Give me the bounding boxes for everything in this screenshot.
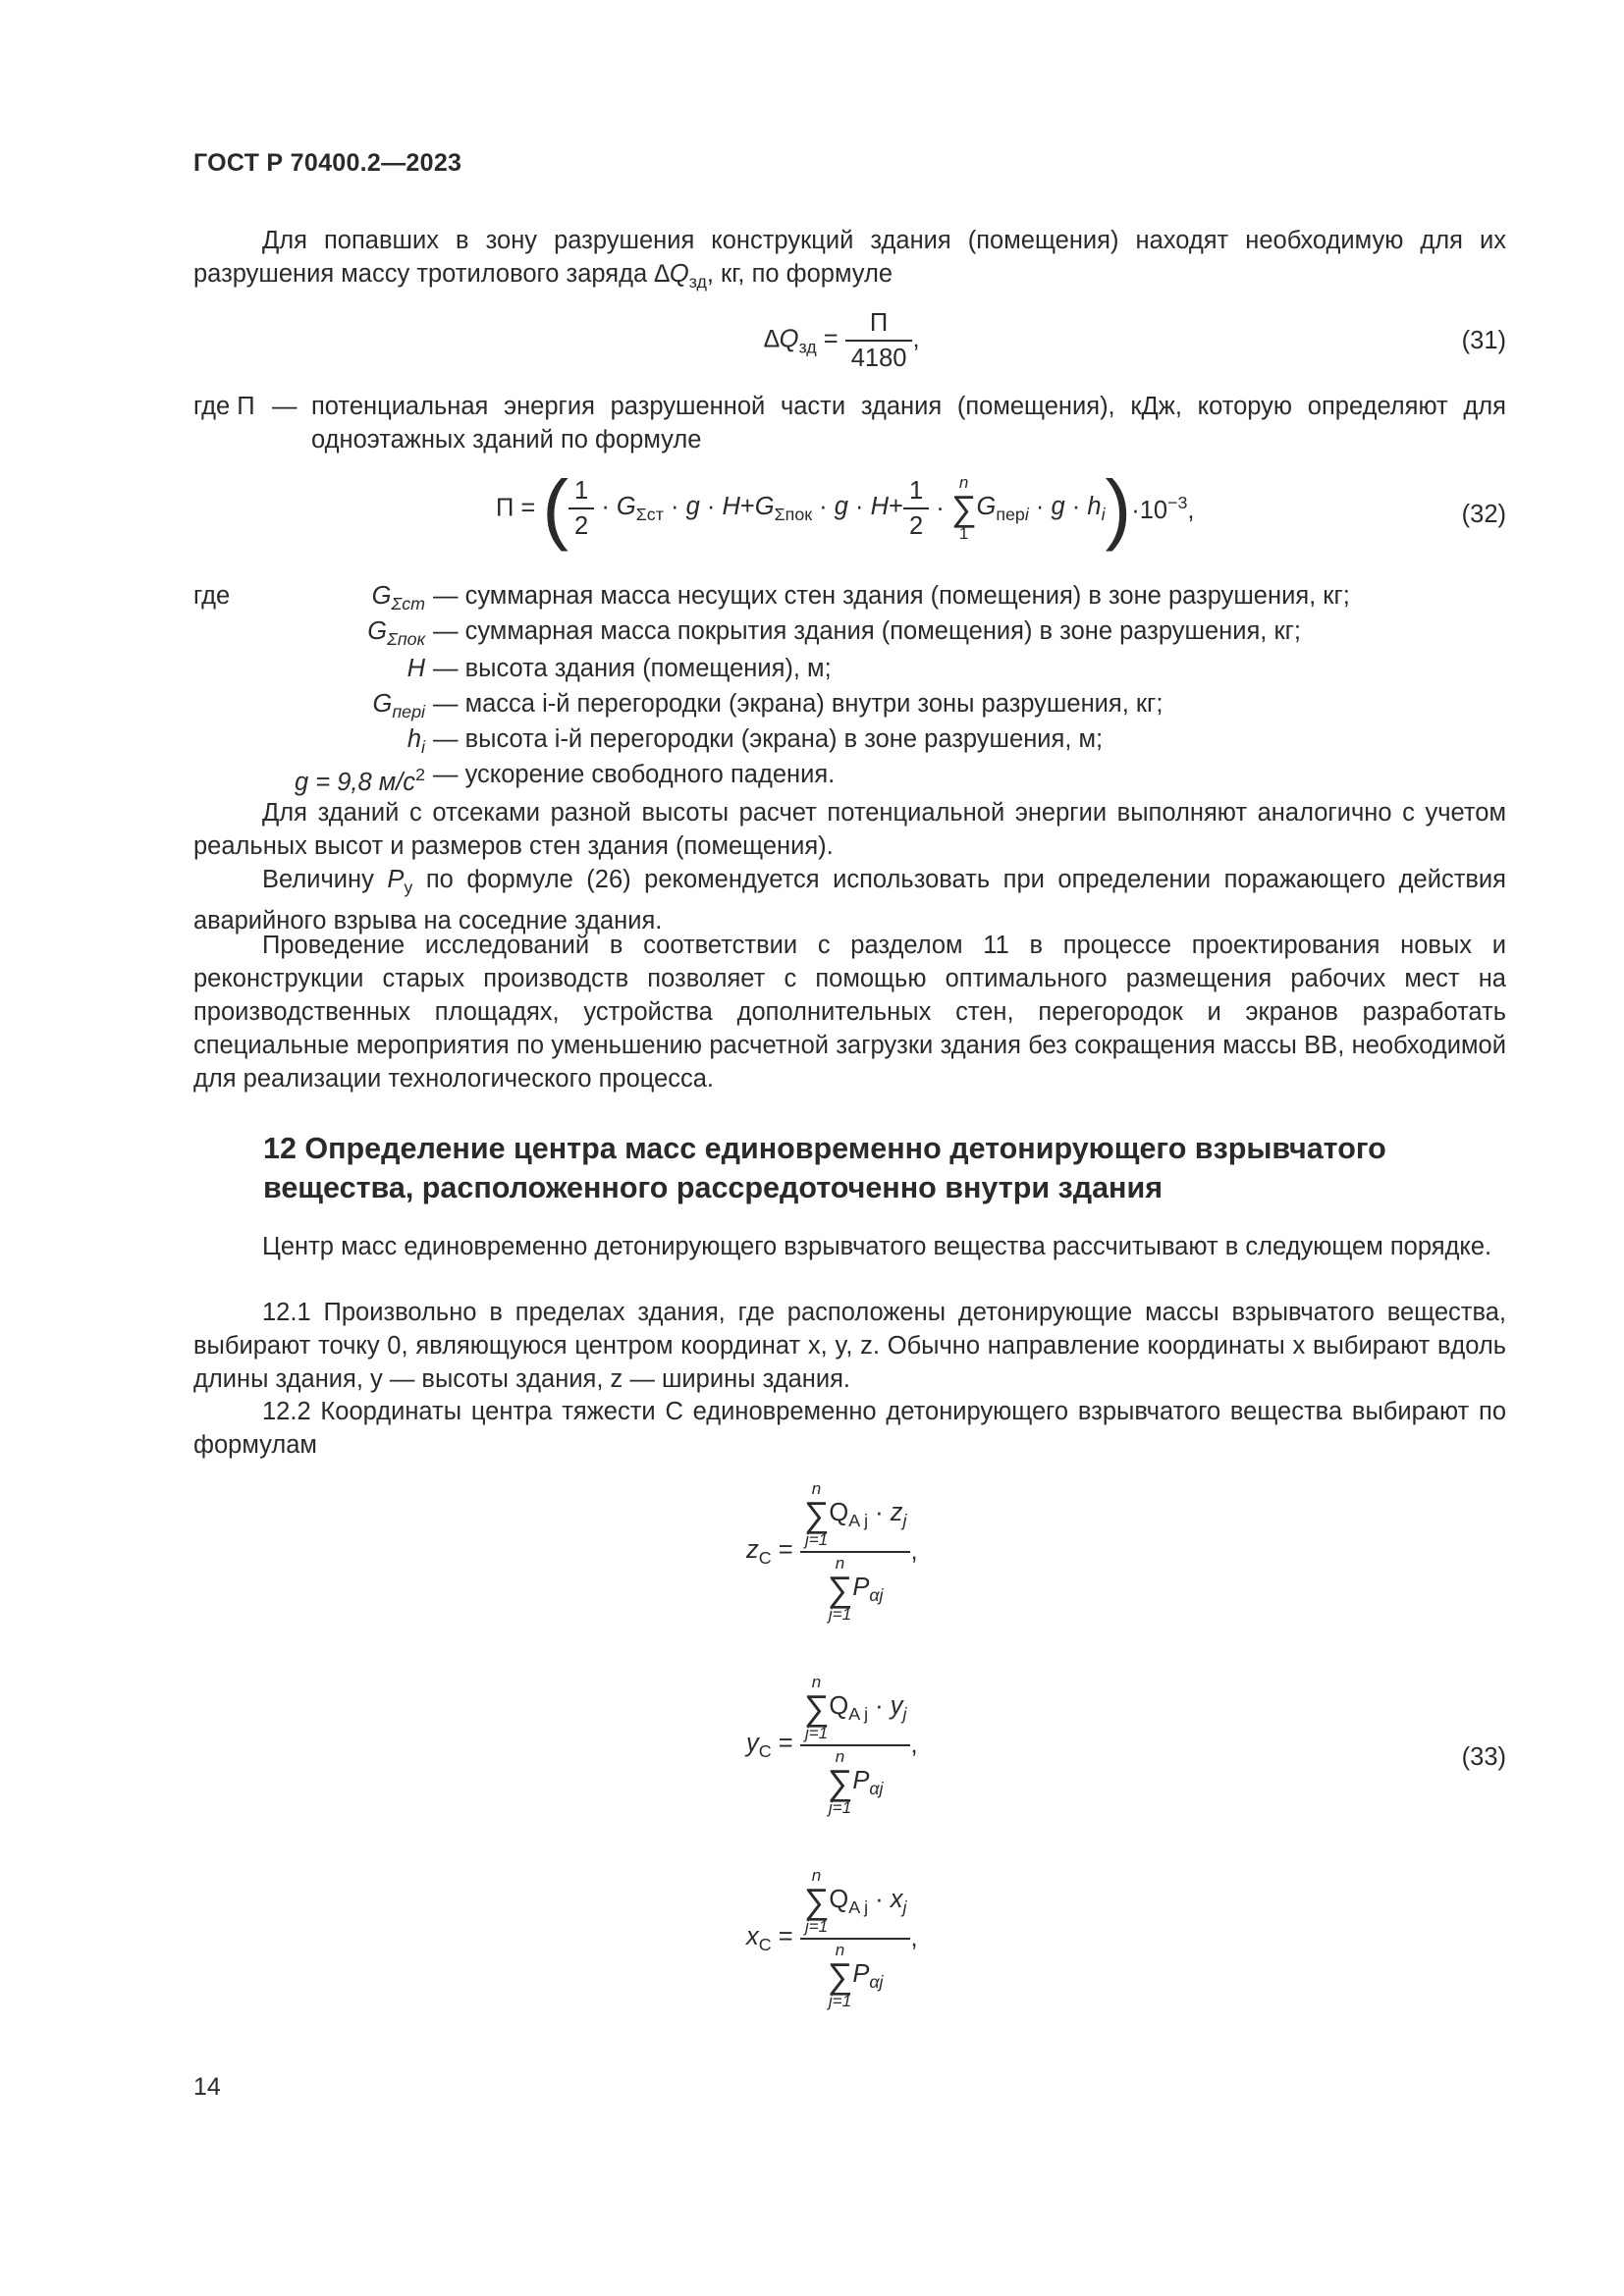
definition-symbol: $h_i$	[406, 725, 425, 757]
definition-symbol: $G_{\Sigma пок}$	[367, 617, 425, 649]
definition-text: — суммарная масса покрытия здания (помещения) в зоне разрушения, кг;	[433, 617, 1301, 645]
section-paragraph-1: Центр масс единовременно детонирующего взрывчатого вещества рассчитывают в следующем порядке.	[262, 1233, 1492, 1260]
fraction: n ∑ $j=1Q_{A j} \cdot z_j$ n ∑ $j=1P_{\alpha j}$	[800, 1480, 911, 1624]
fraction: n ∑ $j=1Q_{A j} \cdot y_j$ n ∑ $j=1P_{\alpha j}$	[800, 1674, 911, 1817]
where-definition-P: где П — потенциальная энергия разрушенной части здания (помещения), кДж, которую определяют для одноэтажных зданий по формуле	[193, 393, 1506, 454]
equation-number-32: (32)	[1461, 501, 1506, 528]
definition-text: — суммарная масса несущих стен здания (помещения) в зоне разрушения, кг;	[433, 582, 1350, 610]
paragraph-heights: Для зданий с отсеками разной высоты расчет потенциальной энергии выполняют аналогично с учетом реальных высот и размеров стен здания (помещения).	[193, 799, 1506, 860]
where-label: где	[193, 582, 231, 610]
paragraph-py: Величину $P_у$ по формуле (26) рекомендуется использовать при определении поражающего действия аварийного взрыва на соседние здания.	[193, 866, 1506, 934]
fraction: n ∑ $j=1Q_{A j} \cdot x_j$ n ∑ $j=1P_{\alpha j}$	[800, 1867, 911, 2010]
intro-paragraph: Для попавших в зону разрушения конструкций здания (помещения) находят необходимую для их разрушения массу тротилового заряда $\Delta Q_{зд}$, кг, по формуле	[193, 227, 1506, 292]
equation-31: $\Delta Q_{зд}$ = $\frac{П}{4180}$ ,	[764, 306, 920, 375]
document-header: ГОСТ Р 70400.2—2023	[193, 149, 462, 177]
equation-33-row: $x_C$ = n ∑ $j=1Q_{A j} \cdot x_j$ n ∑ $j=1P_{\alpha j}$ ,	[746, 1866, 918, 2010]
equation-33-row: $z_C$ = n ∑ $j=1Q_{A j} \cdot z_j$ n ∑ $j=1P_{\alpha j}$ ,	[746, 1479, 918, 1624]
equation-32: П = ( $\frac{1}{2}$ · $G_{\Sigma ст} \cdot g \cdot H+G_{\Sigma пок} \cdot g \cdot H+$ $\frac{1}{2}$ · n ∑ $1G_{перi} \cdot g \cdot h_i)\cdot 10^{-3}$,	[496, 464, 1195, 552]
paragraph-research: Проведение исследований в соответствии с разделом 11 в процессе проектирования новых и реконструкции старых производств позволяет с помощью оптимального размещения рабочих мест на производственных площадях, устройства дополнительных стен, перегородок и экранов разработать специальные мероприятия по уменьшению расчетной загрузки здания без сокращения массы ВВ, необходимой для реализации технологического процесса.	[193, 932, 1506, 1093]
left-paren: (	[542, 464, 569, 552]
fraction: $\frac{П}{4180}$	[845, 306, 913, 375]
definition-text: — высота здания (помещения), м;	[433, 655, 832, 682]
section-paragraph-12-2: 12.2 Координаты центра тяжести С единовременно детонирующего взрывчатого вещества выбирают по формулам	[193, 1398, 1506, 1459]
definition-symbol: $G_{перi}$	[372, 690, 425, 721]
summation: n ∑ 1	[950, 473, 977, 543]
definition-text: — высота i-й перегородки (экрана) в зоне разрушения, м;	[433, 725, 1104, 753]
definition-symbol: $G_{\Sigma ст}$	[371, 582, 425, 614]
equation-number-31: (31)	[1461, 327, 1506, 354]
equation-number-33: (33)	[1461, 1743, 1506, 1771]
definition-text: — ускорение свободного падения.	[433, 761, 836, 788]
right-paren: )	[1105, 464, 1132, 552]
section-12-heading: 12 Определение центра масс единовременно детонирующего взрывчатого вещества, расположенного рассредоточенно внутри здания	[263, 1132, 1386, 1204]
section-paragraph-12-1: 12.1 Произвольно в пределах здания, где расположены детонирующие массы взрывчатого вещества, выбирают точку 0, являющуюся центром координат x, y, z. Обычно направление координаты x выбирают вдоль длины здания, y — высоты здания, z — ширины здания.	[193, 1299, 1506, 1393]
definition-symbol: H	[406, 655, 425, 682]
equation-33-row: $y_C$ = n ∑ $j=1Q_{A j} \cdot y_j$ n ∑ $j=1P_{\alpha j}$ ,	[746, 1673, 918, 1817]
definition-text: — масса i-й перегородки (экрана) внутри зоны разрушения, кг;	[433, 690, 1164, 718]
definition-symbol: g = 9,8 $м/с^2$	[294, 765, 425, 796]
page-number: 14	[193, 2073, 221, 2101]
